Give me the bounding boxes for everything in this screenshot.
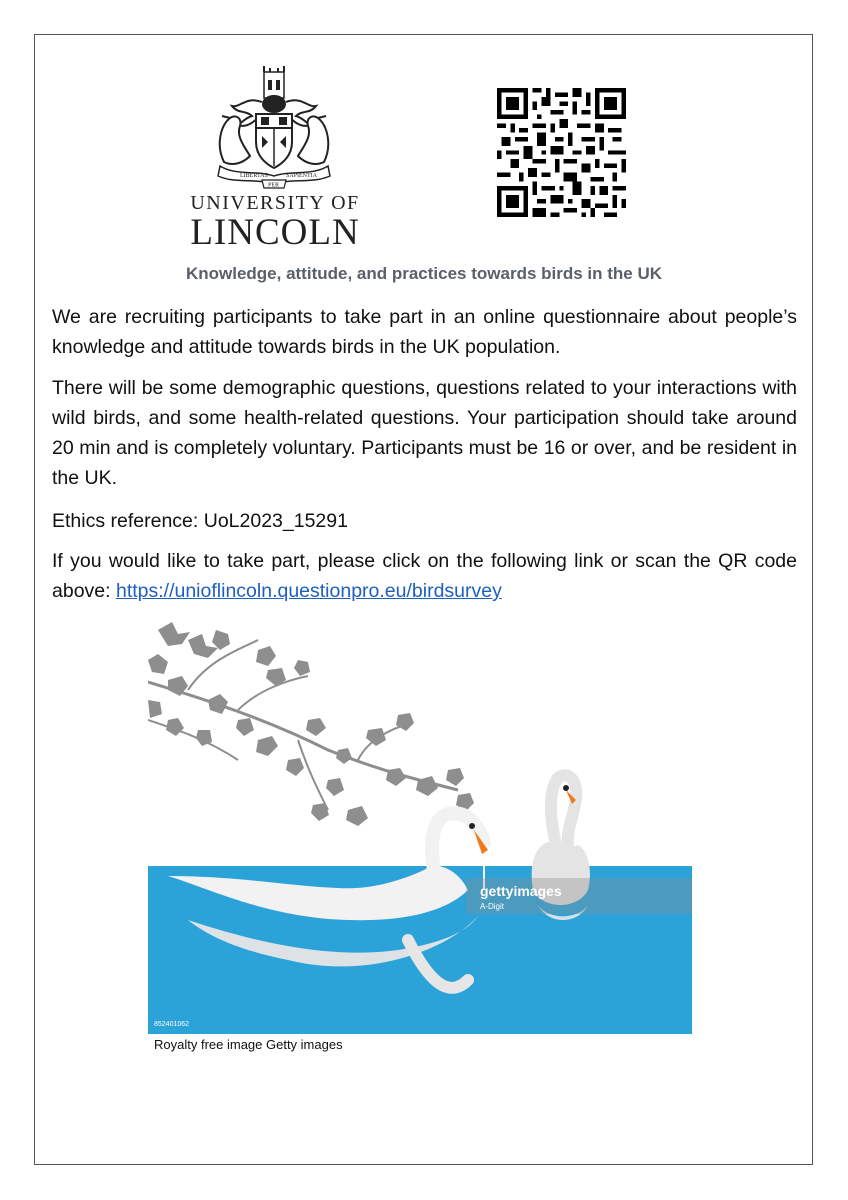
image-caption: Royalty free image Getty images (154, 1037, 343, 1052)
call-to-action-text: If you would like to take part, please click on the following link or scan the QR code above: (52, 550, 797, 602)
qr-code-icon[interactable] (497, 88, 626, 217)
motto-left: LIBERTAS (240, 173, 268, 179)
swans-illustration (148, 620, 692, 1035)
call-to-action-paragraph (52, 546, 797, 606)
getty-watermark (466, 878, 692, 914)
intro-paragraph: We are recruiting participants to take part in an online questionnaire about people’s knowledge and attitude towards birds in the UK population. (52, 306, 797, 358)
page-title: Knowledge, attitude, and practices towards birds in the UK (185, 264, 663, 283)
watermark-credit: A-Digit (480, 902, 505, 911)
survey-link[interactable]: https://unioflincoln.questionpro.eu/birdsurvey (115, 580, 502, 602)
branch-with-leaves (148, 622, 474, 826)
logo-text-line2: LINCOLN (190, 212, 360, 253)
details-paragraph: There will be some demographic questions, questions related to your interactions with wild birds, and some health-related questions. Your participation should take around 20 min and is completely voluntary. Participants must be 16 or over, and be resident in the UK. (52, 377, 797, 489)
university-logo (186, 66, 364, 253)
stock-image-id: 852401062 (154, 1021, 190, 1028)
logo-text-line1: UNIVERSITY OF (190, 192, 360, 214)
crest-icon (206, 66, 342, 192)
ethics-reference: Ethics reference: UoL2023_15291 (52, 510, 348, 532)
motto-right: SAPIENTIA (286, 173, 317, 179)
watermark-brand: gettyimages (480, 883, 562, 899)
motto-center: PER (268, 182, 280, 189)
